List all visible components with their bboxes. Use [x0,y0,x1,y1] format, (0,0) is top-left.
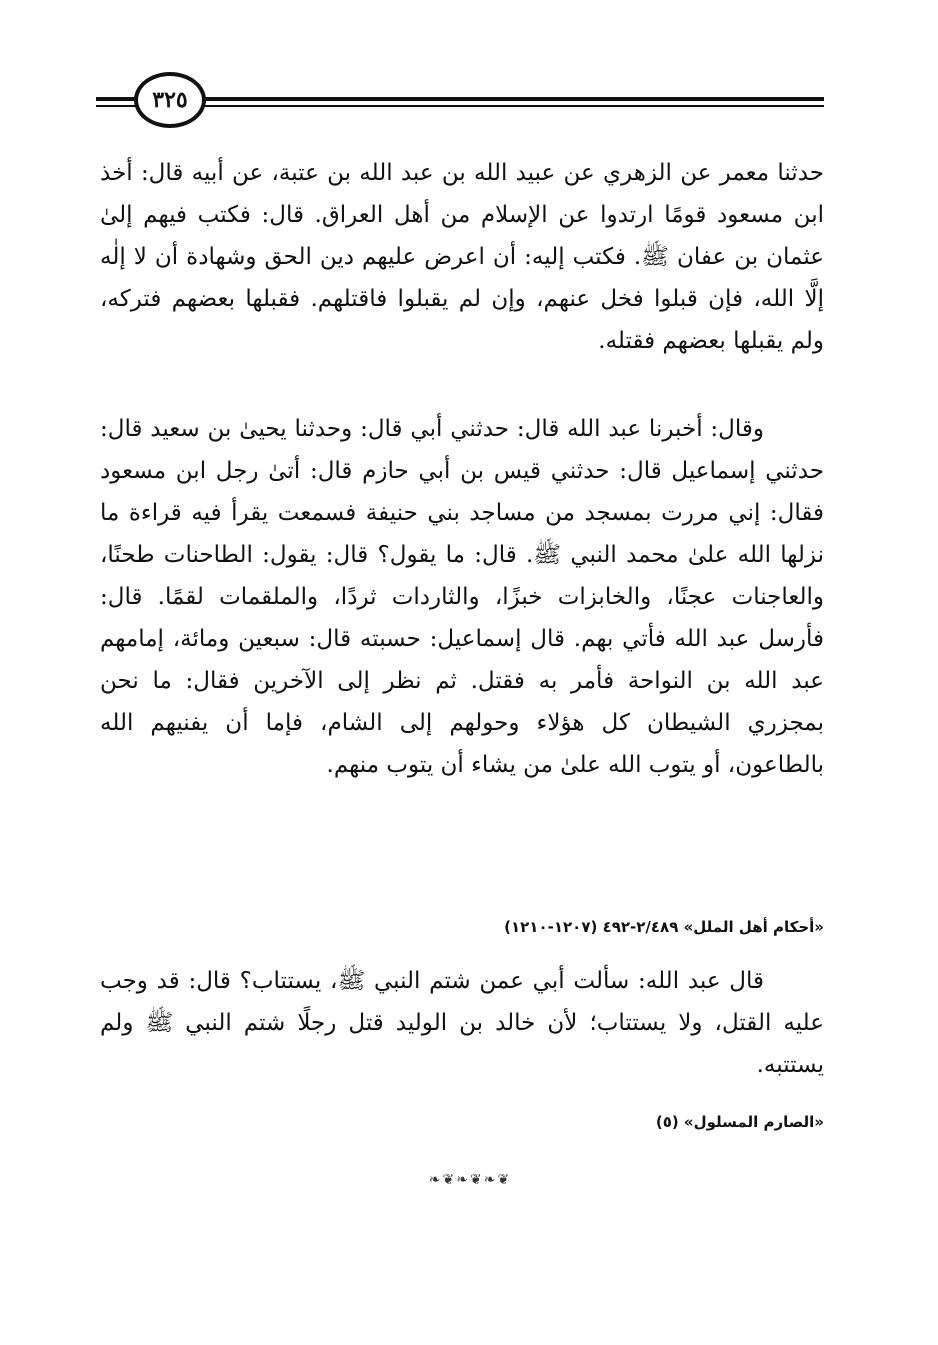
passage-3: قال عبد الله: سألت أبي عمن شتم النبي ﷺ، يستتاب؟ قال: قد وجب عليه القتل، ولا يستتاب؛ لأن خالد بن الوليد قتل رجلًا شتم النبي ﷺ ولم يستتبه. [100,968,824,1078]
passage-1: حدثنا معمر عن الزهري عن عبيد الله بن عبد الله بن عتبة، عن أبيه قال: أخذ ابن مسعود قومًا ارتدوا عن الإسلام من أهل العراق. قال: فكتب فيهم إلىٰ عثمان بن عفان ﷺ. فكتب إليه: أن اعرض عليهم دين الحق وشهادة أن لا إلٰه إلَّا الله، فإن قبلوا فخل عنهم، وإن لم يقبلوا فاقتلهم. فقبلها بعضهم فتركه، ولم يقبلها بعضهم فقتله. [100,160,824,354]
end-ornament: ❧❦❧❦❧❦ [428,1172,512,1188]
passage-2: وقال: أخبرنا عبد الله قال: حدثني أبي قال: وحدثنا يحيىٰ بن سعيد قال: حدثني إسماعيل قال: حدثني قيس بن أبي حازم قال: أتىٰ رجل ابن مسعود فقال: إني مررت بمسجد من مساجد بني حنيفة فسمعت يقرأ فيه قراءة ما نزلها الله علىٰ محمد النبي ﷺ. قال: ما يقول؟ قال: يقول: الطاحنات طحنًا، والعاجنات عجنًا، والخابزات خبزًا، والثاردات ثردًا، والملقمات لقمًا. قال: فأرسل عبد الله فأتي بهم. قال إسماعيل: حسبته قال: سبعين ومائة، إمامهم عبد الله بن النواحة فأمر به فقتل. ثم نظر إلى الآخرين فقال: ما نحن بمجزري الشيطان كل هؤلاء وحولهم إلى الشام، فإما أن يفنيهم الله بالطاعون، أو يتوب الله علىٰ من يشاء أن يتوب منهم. [100,416,824,778]
source-citation-2: «الصارم المسلول» (٥) [655,1113,824,1131]
page-header [96,70,824,130]
page-number: ٣٢٥ [134,72,206,128]
source-citation-1: «أحكام أهل الملل» ٢/٤٨٩-٤٩٢ (١٢٠٧-١٢١٠) [504,918,824,936]
